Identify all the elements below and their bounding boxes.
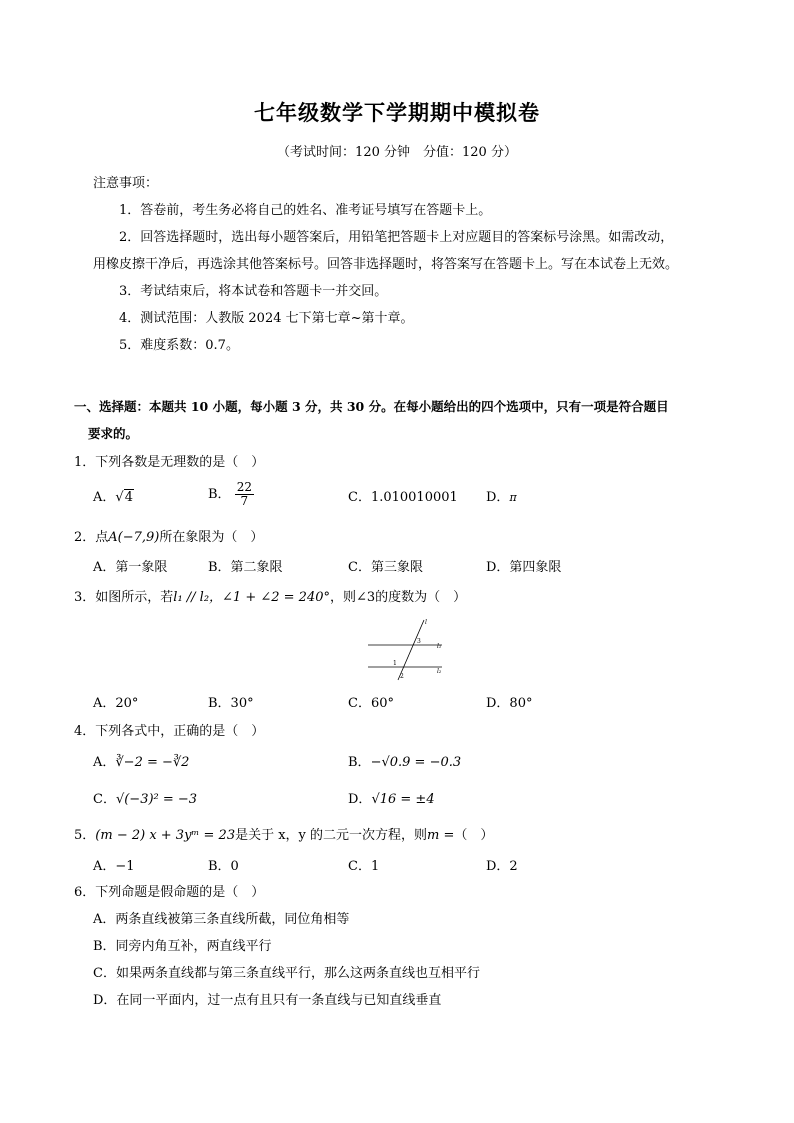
q5-option-d: D．2 xyxy=(486,859,518,874)
q3-option-c: C．60° xyxy=(348,696,394,711)
q3-option-a: A．20° xyxy=(93,696,139,711)
question-2-stem: 2．点A(−7,9)所在象限为（ ） xyxy=(74,530,264,545)
note-item: 3．考试结束后，将本试卷和答题卡一并交回。 xyxy=(119,284,388,299)
note-item: 2．回答选择题时，选出每小题答案后，用铅笔把答题卡上对应题目的答案标号涂黑。如需改动， xyxy=(119,230,674,245)
question-1-stem: 1．下列各数是无理数的是（ ） xyxy=(74,455,265,470)
q3-option-d: D．80° xyxy=(486,696,533,711)
label-l1: l₁ xyxy=(437,643,442,650)
q6-option-a: A．两条直线被第三条直线所截，同位角相等 xyxy=(93,912,350,927)
label-l: l xyxy=(425,619,427,626)
section-heading-cont: 要求的。 xyxy=(88,426,139,441)
question-6-stem: 6．下列命题是假命题的是（ ） xyxy=(74,885,265,900)
q5-option-b: B．0 xyxy=(208,859,239,874)
question-5-stem: 5．(m − 2) x + 3yᵐ = 23是关于 x，y 的二元一次方程，则m =（ ） xyxy=(74,828,494,843)
q4-option-c: C．√(−3)² = −3 xyxy=(93,792,198,807)
section-heading: 一、选择题：本题共 10 小题，每小题 3 分，共 30 分。在每小题给出的四个选项中，只有一项是符合题目 xyxy=(74,399,669,414)
label-angle-2: 2 xyxy=(400,673,404,680)
q2-option-b: B．第二象限 xyxy=(208,560,283,575)
page-title: 七年级数学下学期期中模拟卷 xyxy=(254,100,540,125)
notes-heading: 注意事项： xyxy=(93,176,159,191)
q2-option-d: D．第四象限 xyxy=(486,560,562,575)
note-item: 5．难度系数：0.7。 xyxy=(119,338,239,353)
q4-option-a: A．∛−2 = −∛2 xyxy=(93,755,190,770)
q6-option-c: C．如果两条直线都与第三条直线平行，那么这两条直线也互相平行 xyxy=(93,966,480,981)
q5-option-a: A．−1 xyxy=(93,859,135,874)
transversal-l xyxy=(398,620,424,680)
q1-option-a: A．√4 xyxy=(93,490,133,505)
note-item: 用橡皮擦干净后，再选涂其他答案标号。回答非选择题时，将答案写在答题卡上。写在本试卷上无效。 xyxy=(93,257,679,272)
label-l2: l₂ xyxy=(437,668,442,675)
question-3-stem: 3．如图所示，若l₁ // l₂，∠1 + ∠2 = 240°，则∠3的度数为（ ） xyxy=(74,590,467,605)
q2-option-a: A．第一象限 xyxy=(93,560,168,575)
q1-option-c: C．1.010010001 xyxy=(348,490,458,505)
q6-option-d: D．在同一平面内，过一点有且只有一条直线与已知直线垂直 xyxy=(93,993,442,1008)
note-item: 4．测试范围：人教版 2024 七下第七章~第十章。 xyxy=(119,311,414,326)
exam-info: （考试时间：120 分钟 分值：120 分） xyxy=(277,145,517,160)
q4-option-d: D．√16 = ±4 xyxy=(348,792,435,807)
q3-option-b: B．30° xyxy=(208,696,254,711)
q5-option-c: C．1 xyxy=(348,859,380,874)
q1-option-b: B． $\frac{22}{7}$ xyxy=(208,480,252,509)
q4-option-b: B．−√0.9 = −0.3 xyxy=(348,755,462,770)
question-4-stem: 4．下列各式中，正确的是（ ） xyxy=(74,724,265,739)
parallel-lines-figure xyxy=(366,617,448,681)
q2-option-c: C．第三象限 xyxy=(348,560,423,575)
q6-option-b: B．同旁内角互补，两直线平行 xyxy=(93,939,272,954)
label-angle-3: 3 xyxy=(417,638,421,645)
note-item: 1．答卷前，考生务必将自己的姓名、准考证号填写在答题卡上。 xyxy=(119,203,492,218)
label-angle-1: 1 xyxy=(393,660,397,667)
q1-option-d: D．π xyxy=(486,490,517,505)
